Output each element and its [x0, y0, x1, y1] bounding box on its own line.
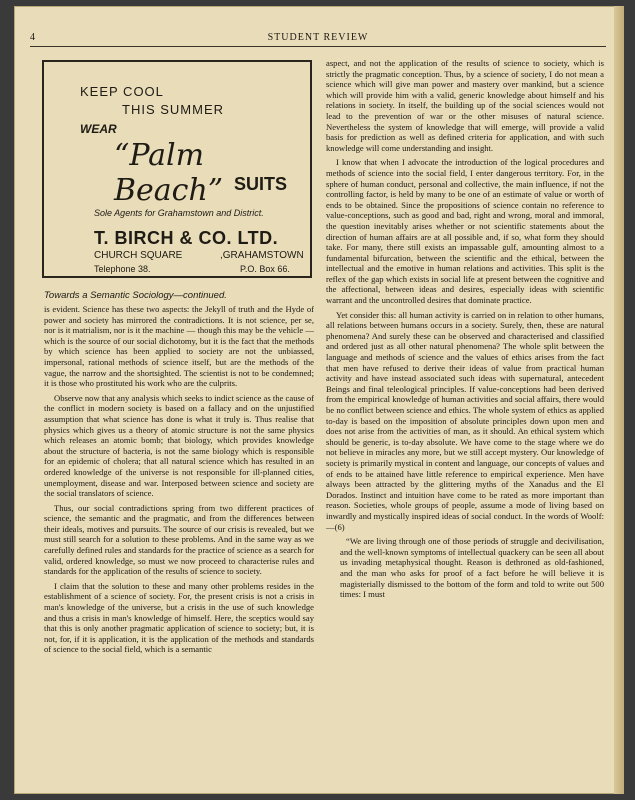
- ad-company: T. BIRCH & CO. LTD.: [94, 228, 279, 248]
- left-column: [44, 304, 314, 659]
- ad-pobox: P.O. Box 66.: [240, 264, 290, 274]
- ad-address: CHURCH SQUARE: [94, 250, 183, 261]
- magazine-page: [14, 6, 624, 794]
- page-edge: [614, 6, 624, 794]
- paragraph: is evident. Science has these two aspects: the Jekyll of truth and the Hyde of power and society has mirrored the contradictions. It is not science, per se, nor is it matrialism, nor is it the machine — though this may be the vehicle — which is the source of our social dichotomy, but it is the fact that the methods by which science has been applied to society are not the unbiassed, impersonal, rational methods of science itself, but are the methods of the vague, the narrow and the shortsighted. The scientist is not to be condemned; it is those who prostituted his work who are the culprits.: [44, 304, 314, 389]
- ad-line-keep-cool: KEEP COOL: [80, 84, 164, 99]
- page-number: 4: [30, 32, 35, 43]
- paragraph: aspect, and not the application of the results of science to society, which is strictly the pragmatic conception. Thus, by a science of society, I do not mean a science which will give man power and mastery over mankind, but a science which will provide him with a valid, generic knowledge about himself and his relations in society. In itself, the building up of the social sciences would not lead to the prevention of war or the other misuses of natural science. Nevertheless the system of knowledge that will emerge, will provide a valid basis for prediction as well as defined criteria for application, and with such knowledge will come understanding and insight.: [326, 58, 604, 153]
- ad-line-wear: WEAR: [80, 122, 117, 136]
- ad-brand: “Palm Beach”: [114, 138, 224, 208]
- publication-title: STUDENT REVIEW: [267, 32, 369, 43]
- ad-agents: Sole Agents for Grahamstown and District.: [94, 208, 264, 218]
- ad-city: ,GRAHAMSTOWN: [220, 250, 304, 261]
- right-column: [326, 58, 604, 604]
- paragraph: Yet consider this: all human activity is carried on in relation to other humans, all relations between humans occurs in a society. Surely, then, these are natural phenomena? And surely these can be observed and characterised and classified and ordered just as all other natural phenomena? The whole split between the language and methods of science and the values of ethics arises from the fact that men have refused to derive their ideas of value from practical human activity and have instead associated such ideas with supernatural, antecedent Beings and final teleological principles. If value-conceptions had been derived from the empirical knowledge of human activities and social affairs, there would be no conflict between science and ethics. The whole system of ethics as applied to-day is based on the imposition of absolute principles down upon men and does not arise from the activities of man, as it should. An ethical system which should be generic, is to-day absolute. We have come to the stage where we do not believe in miracles any more, but we still accept mystery. Our knowledge of society is primarily mystical in content and language, our concepts of values and of ends to be attained have little reference to empirical experience. Men have always been attracted by the glittering myths of the Xanadus and the El Dorados. Instinct and intuition have come to be rated as more important than reason. Societies, whole groups of people, assume a mode of living based on inwardly and mystically inspired ideas of social conduct. In the words of Woolf:—(6): [326, 309, 604, 532]
- continued-label: Towards a Semantic Sociology—continued.: [44, 290, 227, 301]
- paragraph: Thus, our social contradictions spring from two different practices of science, the semantic and the pragmatic, and from the differences between their ideals, motives and pursuits. The source of our crisis is revealed, but we must still search for a solution to these problems. And in the same way as we carefully defined rules and standards for the practice of science as a search for valid, ordered knowledge, so must we now proceed to characterise rules and standards for the application of the results of science to society.: [44, 502, 314, 577]
- running-header: [30, 32, 606, 44]
- paragraph: I know that when I advocate the introduction of the logical procedures and methods of science into the social field, I enter dangerous territory. For, in the sphere of human conduct, personal and collective, the main influence, if not the controlling factor, is held by many to be one of an estimate of value or worth of ends to be obtained. Since the propositions of science contain no reference to value-conceptions, such as good and bad, right and wrong, moral and immoral, the question inevitably arises whether or not scientific statements about the direction of human affairs are at all possible and, if so, what form they should take. For many, there still exists an impassable gulf, amounting almost to a fundamental bifurcation, between the scientific and the ethical, between the intellectual and the emotive in human relations and activities. This split is the reflex of the gap which exists in social life at present between the cognitive and the affectional, between ideas and desires, especially ideas with scientific warrant and the uncontrolled desires that dominate practice.: [326, 157, 604, 306]
- header-rule: [30, 46, 606, 47]
- paragraph: Observe now that any analysis which seeks to indict science as the cause of the conflict in modern society is based on a fallacy and on the unjustified assumption that what science has done is what it truly is. Thus realise that physics which gives us a theory of atomic structure is not the same physics which releases an atomic bomb; that biology, which provides knowledge about the structure of bacteria, is not the same biology which is responsible for an epidemic of cholera; that all natural science which has resulted in an ordered knowledge of the universe is not responsible for ill-planned cities, unemployment, disease and war. Interposed between science and society are the social translators of science.: [44, 392, 314, 499]
- ad-telephone: Telephone 38.: [94, 264, 151, 274]
- quotation: “We are living through one of those periods of struggle and decivilisation, and the well-known symptoms of intellectual quackery can be seen all about us invading metaphysical thought. Reason is dethroned as old-fashioned, and the man who asks for proof of a fact before he will believe it is magisterially dismissed to the bottom of the form and told to write out 500 times: I must: [340, 536, 604, 600]
- ad-line-this-summer: THIS SUMMER: [122, 102, 224, 117]
- paragraph: I claim that the solution to these and many other problems resides in the establishment of a science of society. For, the present crisis is not a crisis in man's knowledge of the universe, but a crisis in the use of such knowledge and thus a crisis in man's knowledge of himself. Here, the sceptics would say that this is only another pragmatic application of science to society; but, it is not, for, if it is application, it is the application of the methods and standards of science to the social field, which is a semantic: [44, 580, 314, 655]
- advertisement-box: [42, 60, 312, 278]
- ad-product: SUITS: [234, 174, 288, 194]
